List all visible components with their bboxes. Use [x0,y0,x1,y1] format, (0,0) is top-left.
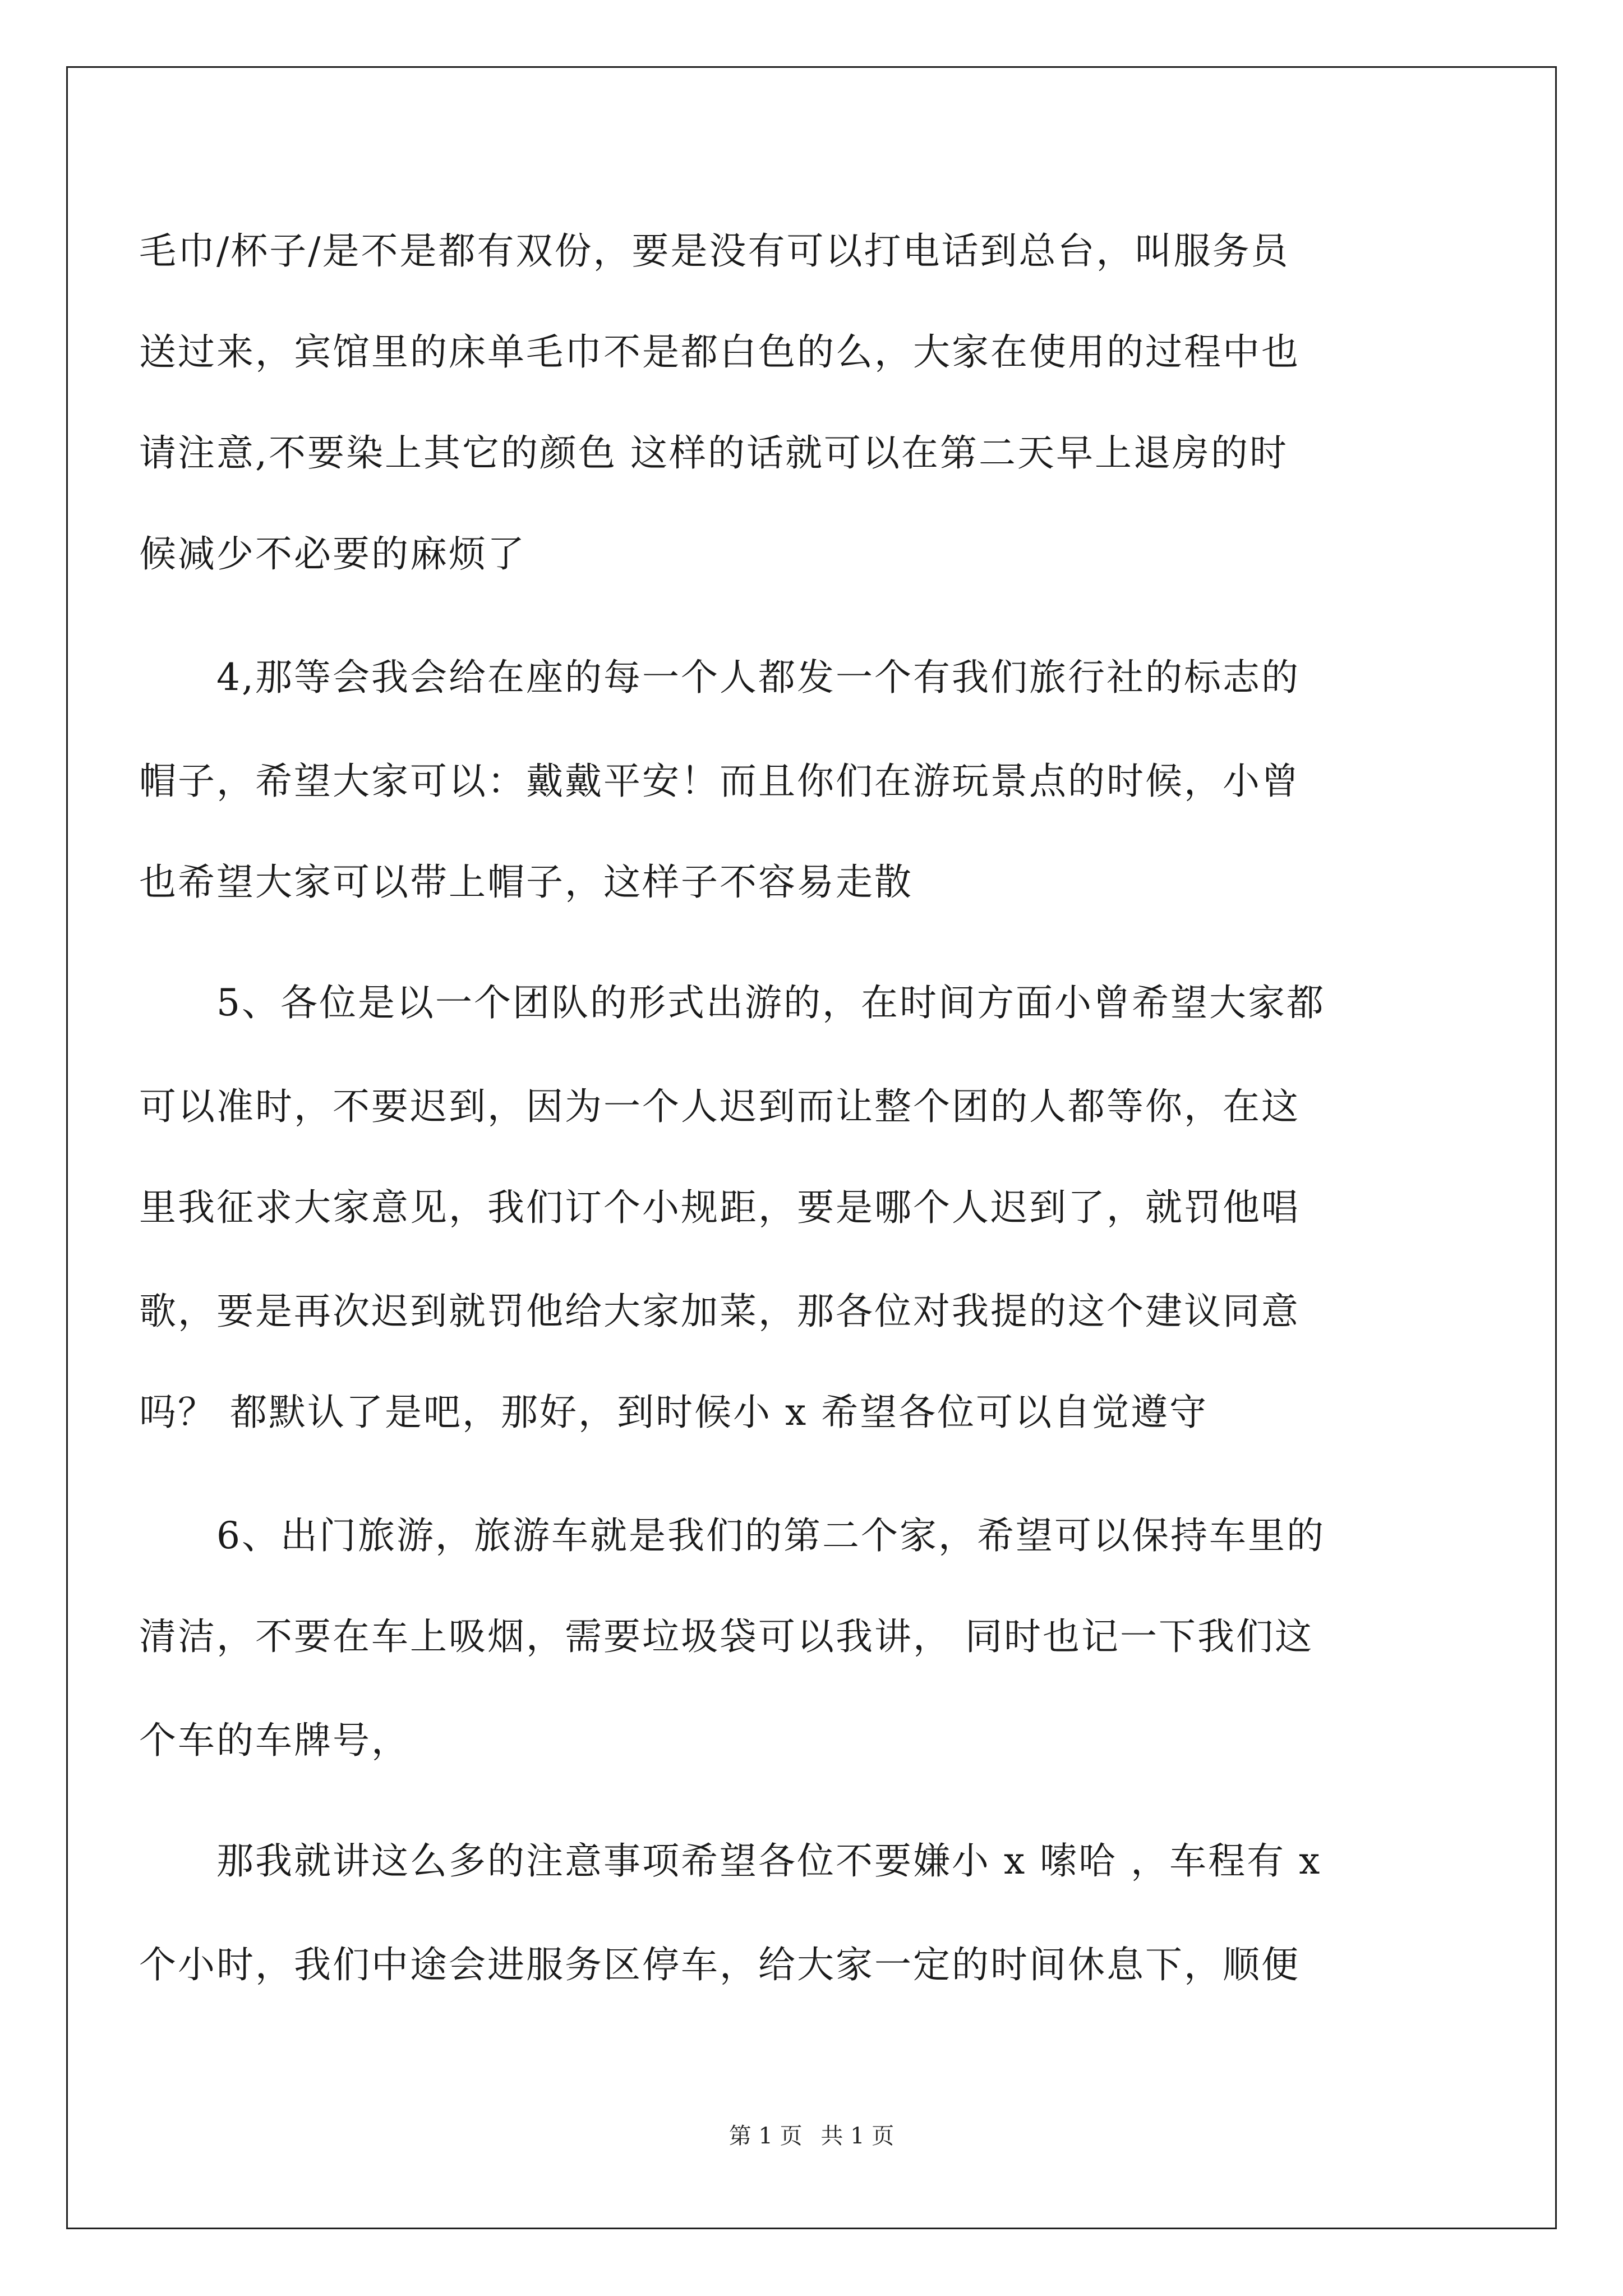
text-line: 里我征求大家意见，我们订个小规距，要是哪个人迟到了，就罚他唱 [139,1186,1300,1229]
paragraph-first-line: 4,那等会我会给在座的每一个人都发一个有我们旅行社的标志的 [216,656,1300,699]
text-line: 送过来，宾馆里的床单毛巾不是都白色的么，大家在使用的过程中也 [139,330,1300,374]
text-line: 吗？ 都默认了是吧，那好，到时候小 x 希望各位可以自觉遵守 [139,1391,1209,1434]
paragraph-first-line: 6、出门旅游，旅游车就是我们的第二个家，希望可以保持车里的 [216,1514,1325,1557]
text-line: 请注意,不要染上其它的颜色 这样的话就可以在第二天早上退房的时 [139,431,1288,475]
text-line: 可以准时，不要迟到，因为一个人迟到而让整个团的人都等你，在这 [139,1085,1300,1128]
paragraph-first-line: 5、各位是以一个团队的形式出游的，在时间方面小曾希望大家都 [216,981,1325,1024]
page-number: 第 1 页 [728,2123,803,2149]
text-line: 也希望大家可以带上帽子，这样子不容易走散 [139,861,913,904]
text-line: 个小时，我们中途会进服务区停车，给大家一定的时间休息下，顺便 [139,1943,1300,1986]
page-footer [0,2120,1623,2152]
page-total: 共 1 页 [820,2123,895,2149]
text-line: 清洁，不要在车上吸烟，需要垃圾袋可以我讲， 同时也记一下我们这 [139,1615,1313,1658]
text-line: 个车的车牌号， [139,1719,410,1762]
page-border [66,66,1557,2229]
paragraph-first-line: 那我就讲这么多的注意事项希望各位不要嫌小 x 嗦哈 ，车程有 x [216,1839,1322,1883]
text-line: 帽子，希望大家可以：戴戴平安！而且你们在游玩景点的时候，小曾 [139,760,1300,803]
text-line: 候减少不必要的麻烦了 [139,532,526,576]
text-line: 毛巾/杯子/是不是都有双份，要是没有可以打电话到总台，叫服务员 [139,229,1290,273]
text-line: 歌，要是再次迟到就罚他给大家加菜，那各位对我提的这个建议同意 [139,1290,1300,1333]
